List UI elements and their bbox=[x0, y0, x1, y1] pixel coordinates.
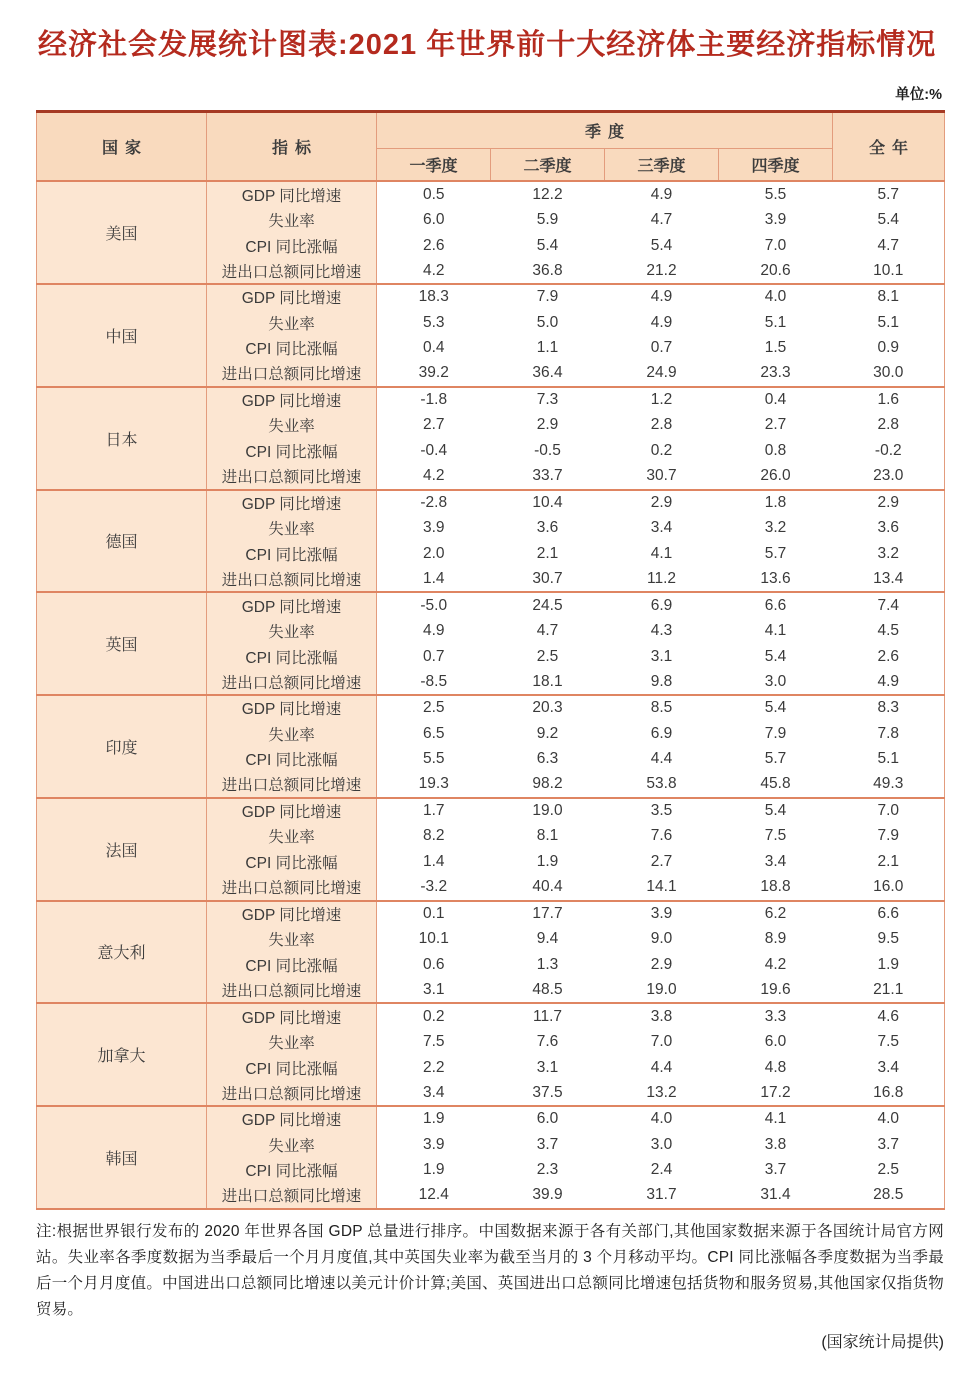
value-cell: 12.4 bbox=[377, 1183, 491, 1209]
value-cell: 2.0 bbox=[377, 541, 491, 567]
indicator-cell: CPI 同比涨幅 bbox=[207, 541, 377, 567]
col-header-q3: 三季度 bbox=[605, 148, 719, 181]
value-cell: 31.4 bbox=[719, 1183, 833, 1209]
value-cell: 39.2 bbox=[377, 361, 491, 387]
value-cell: 4.2 bbox=[377, 464, 491, 490]
value-cell: 7.8 bbox=[833, 721, 945, 747]
value-cell: 7.5 bbox=[377, 1029, 491, 1055]
value-cell: 36.8 bbox=[491, 258, 605, 284]
value-cell: 3.5 bbox=[605, 798, 719, 824]
value-cell: 3.4 bbox=[719, 849, 833, 875]
value-cell: 28.5 bbox=[833, 1183, 945, 1209]
value-cell: 2.3 bbox=[491, 1157, 605, 1183]
indicator-cell: CPI 同比涨幅 bbox=[207, 952, 377, 978]
value-cell: 5.1 bbox=[833, 746, 945, 772]
indicator-cell: 进出口总额同比增速 bbox=[207, 1183, 377, 1209]
indicator-cell: GDP 同比增速 bbox=[207, 798, 377, 824]
value-cell: 0.4 bbox=[377, 335, 491, 361]
value-cell: 3.7 bbox=[719, 1157, 833, 1183]
value-cell: 2.9 bbox=[605, 490, 719, 516]
indicator-cell: CPI 同比涨幅 bbox=[207, 849, 377, 875]
indicator-cell: 进出口总额同比增速 bbox=[207, 978, 377, 1004]
country-cell: 韩国 bbox=[37, 1106, 207, 1209]
value-cell: 4.3 bbox=[605, 618, 719, 644]
value-cell: 19.0 bbox=[491, 798, 605, 824]
indicator-cell: 失业率 bbox=[207, 310, 377, 336]
value-cell: 18.3 bbox=[377, 284, 491, 310]
value-cell: 2.7 bbox=[377, 412, 491, 438]
table-row bbox=[37, 1003, 945, 1029]
col-header-q1: 一季度 bbox=[377, 148, 491, 181]
unit-label: 单位:% bbox=[895, 86, 942, 103]
footnote: 注:根据世界银行发布的 2020 年世界各国 GDP 总量进行排序。中国数据来源于各有关部门,其他国家数据来源于各国统计局官方网站。失业率各季度数据为当季最后一个月月度值,其中英国失业率为截至当月的 3 个月移动平均。CPI 同比涨幅各季度数据为当季最后一个月月度值。中国进出口总额同比增速以美元计价计算;美国、英国进出口总额同比增速包括货物和服务贸易,其他国家仅指货物贸易。 bbox=[36, 1222, 944, 1318]
table-body bbox=[37, 181, 945, 1209]
value-cell: 1.9 bbox=[377, 1157, 491, 1183]
indicator-cell: 进出口总额同比增速 bbox=[207, 567, 377, 593]
value-cell: 48.5 bbox=[491, 978, 605, 1004]
value-cell: 4.9 bbox=[605, 181, 719, 207]
value-cell: 11.2 bbox=[605, 567, 719, 593]
value-cell: 3.1 bbox=[605, 644, 719, 670]
col-header-indicator bbox=[207, 111, 377, 181]
value-cell: 1.9 bbox=[491, 849, 605, 875]
value-cell: 5.7 bbox=[719, 746, 833, 772]
value-cell: 6.0 bbox=[377, 207, 491, 233]
value-cell: 30.7 bbox=[491, 567, 605, 593]
value-cell: 5.5 bbox=[377, 746, 491, 772]
value-cell: 4.7 bbox=[833, 233, 945, 259]
indicator-cell: 失业率 bbox=[207, 823, 377, 849]
statistics-table bbox=[36, 110, 945, 1210]
value-cell: 4.5 bbox=[833, 618, 945, 644]
value-cell: 5.4 bbox=[605, 233, 719, 259]
table-row bbox=[37, 798, 945, 824]
value-cell: 7.0 bbox=[605, 1029, 719, 1055]
value-cell: 0.2 bbox=[377, 1003, 491, 1029]
country-cell: 美国 bbox=[37, 181, 207, 284]
col-header-annual bbox=[833, 111, 945, 181]
value-cell: 3.4 bbox=[605, 515, 719, 541]
value-cell: 17.2 bbox=[719, 1080, 833, 1106]
indicator-cell: GDP 同比增速 bbox=[207, 284, 377, 310]
value-cell: 1.4 bbox=[377, 849, 491, 875]
indicator-cell: CPI 同比涨幅 bbox=[207, 438, 377, 464]
value-cell: 98.2 bbox=[491, 772, 605, 798]
value-cell: 19.0 bbox=[605, 978, 719, 1004]
value-cell: -1.8 bbox=[377, 387, 491, 413]
table-row bbox=[37, 284, 945, 310]
value-cell: 3.7 bbox=[491, 1132, 605, 1158]
table-row bbox=[37, 901, 945, 927]
value-cell: 4.2 bbox=[377, 258, 491, 284]
value-cell: 18.1 bbox=[491, 669, 605, 695]
value-cell: 4.9 bbox=[605, 284, 719, 310]
indicator-cell: 失业率 bbox=[207, 1029, 377, 1055]
value-cell: 8.9 bbox=[719, 926, 833, 952]
col-header-quarter-group bbox=[377, 111, 833, 148]
value-cell: 21.1 bbox=[833, 978, 945, 1004]
indicator-cell: GDP 同比增速 bbox=[207, 1106, 377, 1132]
value-cell: 4.8 bbox=[719, 1055, 833, 1081]
value-cell: 7.4 bbox=[833, 592, 945, 618]
value-cell: -3.2 bbox=[377, 875, 491, 901]
value-cell: 2.8 bbox=[833, 412, 945, 438]
value-cell: 0.7 bbox=[605, 335, 719, 361]
col-header-country bbox=[37, 111, 207, 181]
value-cell: 1.1 bbox=[491, 335, 605, 361]
value-cell: 7.5 bbox=[719, 823, 833, 849]
value-cell: -2.8 bbox=[377, 490, 491, 516]
value-cell: 53.8 bbox=[605, 772, 719, 798]
value-cell: -0.5 bbox=[491, 438, 605, 464]
value-cell: 0.2 bbox=[605, 438, 719, 464]
indicator-cell: GDP 同比增速 bbox=[207, 1003, 377, 1029]
value-cell: 20.3 bbox=[491, 695, 605, 721]
value-cell: 5.4 bbox=[719, 644, 833, 670]
value-cell: 3.9 bbox=[377, 515, 491, 541]
indicator-cell: GDP 同比增速 bbox=[207, 901, 377, 927]
table-row bbox=[37, 387, 945, 413]
value-cell: 13.2 bbox=[605, 1080, 719, 1106]
value-cell: 1.7 bbox=[377, 798, 491, 824]
value-cell: 2.8 bbox=[605, 412, 719, 438]
value-cell: 33.7 bbox=[491, 464, 605, 490]
indicator-cell: CPI 同比涨幅 bbox=[207, 746, 377, 772]
value-cell: 21.2 bbox=[605, 258, 719, 284]
value-cell: 3.2 bbox=[719, 515, 833, 541]
indicator-cell: 进出口总额同比增速 bbox=[207, 1080, 377, 1106]
value-cell: 8.1 bbox=[491, 823, 605, 849]
value-cell: 1.9 bbox=[377, 1106, 491, 1132]
value-cell: 4.7 bbox=[491, 618, 605, 644]
indicator-cell: 失业率 bbox=[207, 207, 377, 233]
value-cell: 1.9 bbox=[833, 952, 945, 978]
indicator-cell: GDP 同比增速 bbox=[207, 181, 377, 207]
value-cell: 3.9 bbox=[719, 207, 833, 233]
value-cell: 40.4 bbox=[491, 875, 605, 901]
value-cell: 3.8 bbox=[719, 1132, 833, 1158]
value-cell: 3.4 bbox=[377, 1080, 491, 1106]
country-cell: 印度 bbox=[37, 695, 207, 798]
value-cell: 36.4 bbox=[491, 361, 605, 387]
value-cell: 3.6 bbox=[833, 515, 945, 541]
value-cell: 4.0 bbox=[719, 284, 833, 310]
value-cell: 0.6 bbox=[377, 952, 491, 978]
value-cell: 3.0 bbox=[605, 1132, 719, 1158]
col-header-q4: 四季度 bbox=[719, 148, 833, 181]
table-row bbox=[37, 695, 945, 721]
value-cell: 2.6 bbox=[377, 233, 491, 259]
value-cell: 8.5 bbox=[605, 695, 719, 721]
value-cell: 10.1 bbox=[377, 926, 491, 952]
value-cell: 19.6 bbox=[719, 978, 833, 1004]
value-cell: 4.1 bbox=[719, 618, 833, 644]
value-cell: 4.9 bbox=[833, 669, 945, 695]
value-cell: 3.6 bbox=[491, 515, 605, 541]
indicator-cell: CPI 同比涨幅 bbox=[207, 335, 377, 361]
value-cell: 0.5 bbox=[377, 181, 491, 207]
value-cell: 39.9 bbox=[491, 1183, 605, 1209]
value-cell: 7.6 bbox=[491, 1029, 605, 1055]
value-cell: 20.6 bbox=[719, 258, 833, 284]
value-cell: 7.9 bbox=[491, 284, 605, 310]
value-cell: 16.0 bbox=[833, 875, 945, 901]
value-cell: 6.0 bbox=[719, 1029, 833, 1055]
value-cell: 17.7 bbox=[491, 901, 605, 927]
value-cell: 5.5 bbox=[719, 181, 833, 207]
indicator-cell: CPI 同比涨幅 bbox=[207, 644, 377, 670]
value-cell: 24.9 bbox=[605, 361, 719, 387]
value-cell: 4.1 bbox=[719, 1106, 833, 1132]
value-cell: 7.0 bbox=[833, 798, 945, 824]
value-cell: 0.8 bbox=[719, 438, 833, 464]
indicator-cell: GDP 同比增速 bbox=[207, 387, 377, 413]
value-cell: 7.0 bbox=[719, 233, 833, 259]
value-cell: 5.7 bbox=[833, 181, 945, 207]
country-header-label: 国家 bbox=[101, 140, 148, 158]
value-cell: 7.3 bbox=[491, 387, 605, 413]
value-cell: 30.7 bbox=[605, 464, 719, 490]
value-cell: 3.4 bbox=[833, 1055, 945, 1081]
value-cell: 3.9 bbox=[377, 1132, 491, 1158]
value-cell: 5.0 bbox=[491, 310, 605, 336]
value-cell: 2.5 bbox=[491, 644, 605, 670]
value-cell: 16.8 bbox=[833, 1080, 945, 1106]
indicator-cell: CPI 同比涨幅 bbox=[207, 1157, 377, 1183]
value-cell: 18.8 bbox=[719, 875, 833, 901]
indicator-cell: 失业率 bbox=[207, 412, 377, 438]
value-cell: 4.7 bbox=[605, 207, 719, 233]
value-cell: 2.5 bbox=[377, 695, 491, 721]
value-cell: 3.0 bbox=[719, 669, 833, 695]
indicator-cell: 进出口总额同比增速 bbox=[207, 361, 377, 387]
value-cell: 1.5 bbox=[719, 335, 833, 361]
value-cell: 5.9 bbox=[491, 207, 605, 233]
value-cell: 7.9 bbox=[719, 721, 833, 747]
value-cell: 2.5 bbox=[833, 1157, 945, 1183]
value-cell: 6.0 bbox=[491, 1106, 605, 1132]
value-cell: 9.2 bbox=[491, 721, 605, 747]
value-cell: 1.8 bbox=[719, 490, 833, 516]
page bbox=[36, 0, 944, 1352]
value-cell: 5.4 bbox=[719, 798, 833, 824]
value-cell: 12.2 bbox=[491, 181, 605, 207]
indicator-cell: 失业率 bbox=[207, 515, 377, 541]
indicator-cell: CPI 同比涨幅 bbox=[207, 233, 377, 259]
table-header bbox=[37, 111, 945, 181]
value-cell: 4.0 bbox=[833, 1106, 945, 1132]
indicator-cell: 失业率 bbox=[207, 618, 377, 644]
value-cell: 1.4 bbox=[377, 567, 491, 593]
value-cell: 7.5 bbox=[833, 1029, 945, 1055]
value-cell: 4.4 bbox=[605, 746, 719, 772]
value-cell: 31.7 bbox=[605, 1183, 719, 1209]
value-cell: 0.1 bbox=[377, 901, 491, 927]
value-cell: 5.4 bbox=[833, 207, 945, 233]
value-cell: 4.0 bbox=[605, 1106, 719, 1132]
value-cell: 9.4 bbox=[491, 926, 605, 952]
value-cell: 23.3 bbox=[719, 361, 833, 387]
value-cell: 4.6 bbox=[833, 1003, 945, 1029]
value-cell: 4.9 bbox=[377, 618, 491, 644]
value-cell: 1.2 bbox=[605, 387, 719, 413]
value-cell: 1.3 bbox=[491, 952, 605, 978]
value-cell: 5.1 bbox=[833, 310, 945, 336]
value-cell: 6.6 bbox=[719, 592, 833, 618]
value-cell: 9.5 bbox=[833, 926, 945, 952]
value-cell: 2.6 bbox=[833, 644, 945, 670]
value-cell: 5.4 bbox=[719, 695, 833, 721]
value-cell: 3.8 bbox=[605, 1003, 719, 1029]
value-cell: 5.7 bbox=[719, 541, 833, 567]
quarter-group-label: 季度 bbox=[585, 123, 632, 141]
indicator-cell: 失业率 bbox=[207, 1132, 377, 1158]
value-cell: 1.6 bbox=[833, 387, 945, 413]
value-cell: 2.2 bbox=[377, 1055, 491, 1081]
value-cell: 6.6 bbox=[833, 901, 945, 927]
page-title: 经济社会发展统计图表:2021 年世界前十大经济体主要经济指标情况 bbox=[38, 29, 937, 61]
value-cell: 9.0 bbox=[605, 926, 719, 952]
indicator-cell: 进出口总额同比增速 bbox=[207, 669, 377, 695]
table-row bbox=[37, 490, 945, 516]
value-cell: 7.6 bbox=[605, 823, 719, 849]
value-cell: -8.5 bbox=[377, 669, 491, 695]
indicator-cell: 失业率 bbox=[207, 926, 377, 952]
value-cell: 3.2 bbox=[833, 541, 945, 567]
value-cell: 0.7 bbox=[377, 644, 491, 670]
value-cell: 6.5 bbox=[377, 721, 491, 747]
value-cell: 2.9 bbox=[605, 952, 719, 978]
value-cell: 0.9 bbox=[833, 335, 945, 361]
country-cell: 德国 bbox=[37, 490, 207, 593]
value-cell: 37.5 bbox=[491, 1080, 605, 1106]
table-row bbox=[37, 1106, 945, 1132]
indicator-cell: CPI 同比涨幅 bbox=[207, 1055, 377, 1081]
value-cell: 30.0 bbox=[833, 361, 945, 387]
value-cell: 26.0 bbox=[719, 464, 833, 490]
value-cell: -0.4 bbox=[377, 438, 491, 464]
col-header-q2: 二季度 bbox=[491, 148, 605, 181]
value-cell: 5.3 bbox=[377, 310, 491, 336]
indicator-cell: 进出口总额同比增速 bbox=[207, 258, 377, 284]
value-cell: 13.6 bbox=[719, 567, 833, 593]
value-cell: 11.7 bbox=[491, 1003, 605, 1029]
value-cell: 2.9 bbox=[833, 490, 945, 516]
value-cell: 6.2 bbox=[719, 901, 833, 927]
country-cell: 英国 bbox=[37, 592, 207, 695]
country-cell: 中国 bbox=[37, 284, 207, 387]
value-cell: 4.4 bbox=[605, 1055, 719, 1081]
value-cell: 7.9 bbox=[833, 823, 945, 849]
value-cell: 0.4 bbox=[719, 387, 833, 413]
value-cell: 23.0 bbox=[833, 464, 945, 490]
value-cell: 2.7 bbox=[605, 849, 719, 875]
country-cell: 意大利 bbox=[37, 901, 207, 1004]
value-cell: 8.3 bbox=[833, 695, 945, 721]
value-cell: 3.3 bbox=[719, 1003, 833, 1029]
value-cell: 19.3 bbox=[377, 772, 491, 798]
indicator-cell: 进出口总额同比增速 bbox=[207, 772, 377, 798]
value-cell: 10.4 bbox=[491, 490, 605, 516]
value-cell: 10.1 bbox=[833, 258, 945, 284]
value-cell: 13.4 bbox=[833, 567, 945, 593]
table-row bbox=[37, 181, 945, 207]
value-cell: 6.3 bbox=[491, 746, 605, 772]
value-cell: 14.1 bbox=[605, 875, 719, 901]
indicator-header-label: 指标 bbox=[271, 140, 318, 158]
value-cell: 9.8 bbox=[605, 669, 719, 695]
value-cell: 3.7 bbox=[833, 1132, 945, 1158]
value-cell: 2.1 bbox=[491, 541, 605, 567]
value-cell: 6.9 bbox=[605, 592, 719, 618]
country-cell: 法国 bbox=[37, 798, 207, 901]
value-cell: 5.1 bbox=[719, 310, 833, 336]
country-cell: 日本 bbox=[37, 387, 207, 490]
value-cell: 3.9 bbox=[605, 901, 719, 927]
value-cell: 49.3 bbox=[833, 772, 945, 798]
indicator-cell: GDP 同比增速 bbox=[207, 592, 377, 618]
source-credit: (国家统计局提供) bbox=[821, 1333, 944, 1351]
indicator-cell: GDP 同比增速 bbox=[207, 695, 377, 721]
value-cell: -5.0 bbox=[377, 592, 491, 618]
value-cell: 8.1 bbox=[833, 284, 945, 310]
value-cell: 24.5 bbox=[491, 592, 605, 618]
value-cell: 3.1 bbox=[491, 1055, 605, 1081]
indicator-cell: 失业率 bbox=[207, 721, 377, 747]
annual-header-label: 全年 bbox=[869, 140, 916, 158]
value-cell: 2.4 bbox=[605, 1157, 719, 1183]
value-cell: -0.2 bbox=[833, 438, 945, 464]
value-cell: 3.1 bbox=[377, 978, 491, 1004]
value-cell: 2.9 bbox=[491, 412, 605, 438]
table-row bbox=[37, 592, 945, 618]
value-cell: 4.1 bbox=[605, 541, 719, 567]
country-cell: 加拿大 bbox=[37, 1003, 207, 1106]
indicator-cell: GDP 同比增速 bbox=[207, 490, 377, 516]
value-cell: 45.8 bbox=[719, 772, 833, 798]
value-cell: 2.1 bbox=[833, 849, 945, 875]
indicator-cell: 进出口总额同比增速 bbox=[207, 875, 377, 901]
value-cell: 6.9 bbox=[605, 721, 719, 747]
value-cell: 4.9 bbox=[605, 310, 719, 336]
value-cell: 8.2 bbox=[377, 823, 491, 849]
indicator-cell: 进出口总额同比增速 bbox=[207, 464, 377, 490]
value-cell: 2.7 bbox=[719, 412, 833, 438]
value-cell: 5.4 bbox=[491, 233, 605, 259]
value-cell: 4.2 bbox=[719, 952, 833, 978]
